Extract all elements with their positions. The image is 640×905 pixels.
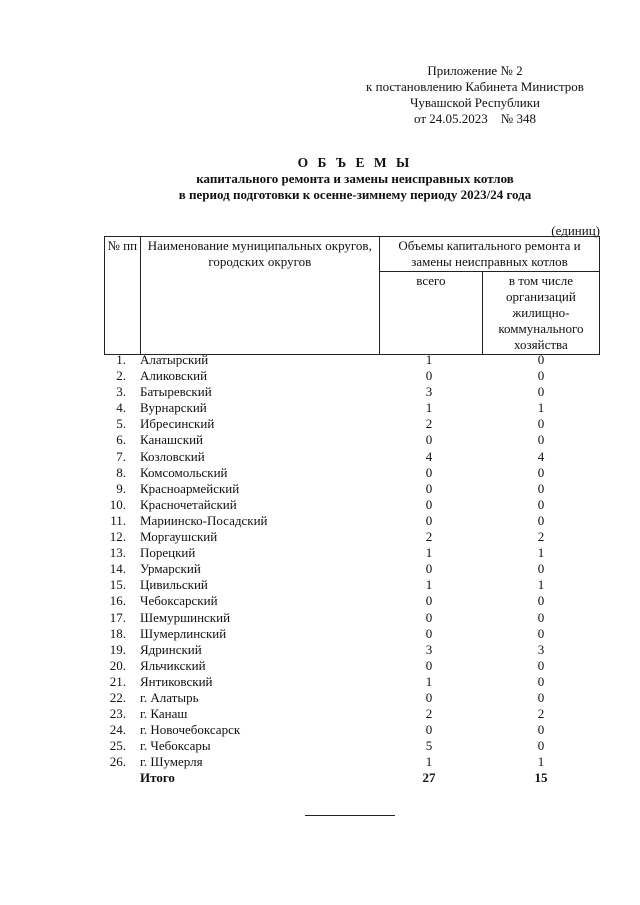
row-name: Алатырский [140,352,209,367]
document-title [0,155,640,203]
row-name: г. Алатырь [140,689,199,705]
header-num: № пп [105,237,141,355]
row-total: 1 [425,577,433,593]
row-total: 0 [425,368,433,384]
row-housing: 0 [537,609,545,625]
row-num: 17. [109,609,126,625]
row-total: 1 [425,352,433,367]
row-housing: 0 [537,416,545,432]
row-num: 9. [116,480,126,496]
row-housing: 0 [537,561,545,577]
row-housing: 2 [537,706,545,722]
row-housing: 0 [537,657,545,673]
totals-label: Итого [140,770,175,786]
table-row [104,416,600,432]
table-row [104,352,600,368]
row-name: Красночетайский [140,496,237,512]
row-num: 15. [109,577,126,593]
appendix-republic: Чувашской Республики [409,95,541,110]
table-row [104,432,600,448]
row-num: 5. [116,416,126,432]
row-name: Янтиковский [140,673,213,689]
row-housing: 0 [537,368,545,384]
appendix-date: от 24.05.2023 № 348 [414,111,536,126]
table-row [104,449,600,465]
table-row [104,400,600,416]
row-name: Канашский [140,432,204,448]
row-total: 0 [425,464,433,480]
row-total: 0 [425,561,433,577]
header-total: всего [379,272,482,355]
row-total: 0 [425,512,433,528]
row-total: 0 [425,625,433,641]
row-name: Порецкий [140,545,196,561]
row-housing: 0 [537,384,545,400]
row-housing: 1 [537,545,545,561]
row-total: 1 [425,400,433,416]
table-row [104,674,600,690]
row-housing: 0 [537,432,545,448]
table-row [104,465,600,481]
table-body [104,352,600,787]
row-total: 3 [425,641,433,657]
row-num: 25. [109,738,126,754]
row-name: Красноармейский [140,480,240,496]
row-num: 21. [109,673,126,689]
table-row [104,754,600,770]
header-group: Объемы капитального ремонта и замены неисправных котлов [379,237,599,272]
row-housing: 0 [537,480,545,496]
row-name: Чебоксарский [140,593,218,609]
row-num: 10. [109,496,126,512]
row-num: 18. [109,625,126,641]
row-name: Ядринский [140,641,202,657]
row-name: г. Шумерля [140,754,203,770]
appendix-number: Приложение № 2 [427,63,523,78]
row-housing: 0 [537,464,545,480]
row-num: 7. [116,448,126,464]
row-total: 2 [425,416,433,432]
row-name: Цивильский [140,577,208,593]
row-housing: 0 [537,738,545,754]
row-num: 3. [116,384,126,400]
table-row [104,513,600,529]
row-housing: 3 [537,641,545,657]
row-num: 6. [116,432,126,448]
row-housing: 0 [537,496,545,512]
row-total: 1 [425,754,433,770]
row-total: 0 [425,593,433,609]
row-num: 20. [109,657,126,673]
row-num: 23. [109,706,126,722]
row-num: 22. [109,689,126,705]
row-num: 26. [109,754,126,770]
row-total: 0 [425,689,433,705]
row-name: Батыревский [140,384,212,400]
row-name: Козловский [140,448,205,464]
row-housing: 0 [537,689,545,705]
row-num: 13. [109,545,126,561]
row-num: 8. [116,464,126,480]
row-total: 0 [425,496,433,512]
row-num: 19. [109,641,126,657]
table-row [104,577,600,593]
table-row [104,706,600,722]
row-name: г. Чебоксары [140,738,211,754]
table-row [104,626,600,642]
row-total: 0 [425,480,433,496]
row-housing: 0 [537,722,545,738]
header-name: Наименование муниципальных округов, городских округов [140,237,379,355]
row-num: 14. [109,561,126,577]
row-housing: 0 [537,593,545,609]
table-row [104,610,600,626]
table-row [104,497,600,513]
row-housing: 0 [537,625,545,641]
row-name: Мариинско-Посадский [140,512,268,528]
row-total: 0 [425,432,433,448]
row-name: Шемуршинский [140,609,231,625]
header-housing: в том числе организаций жилищно-коммунального хозяйства [482,272,599,355]
table-row [104,593,600,609]
row-name: Шумерлинский [140,625,227,641]
row-name: г. Новочебоксарск [140,722,241,738]
row-housing: 1 [537,577,545,593]
table-row [104,384,600,400]
row-name: Урмарский [140,561,201,577]
row-total: 3 [425,384,433,400]
row-total: 0 [425,722,433,738]
row-name: Ибресинский [140,416,215,432]
row-total: 4 [425,448,433,464]
row-num: 16. [109,593,126,609]
row-total: 1 [425,673,433,689]
title-subtitle-1: капитального ремонта и замены неисправных котлов [196,171,514,186]
table-row [104,738,600,754]
row-name: Вурнарский [140,400,207,416]
row-name: г. Канаш [140,706,188,722]
title-main: О Б Ъ Е М Ы [297,155,413,170]
row-num: 24. [109,722,126,738]
appendix-header [330,63,620,127]
table-row [104,545,600,561]
table-row [104,529,600,545]
row-name: Комсомольский [140,464,228,480]
row-num: 1. [116,352,126,367]
totals-row [104,770,600,786]
row-name: Аликовский [140,368,208,384]
table-row [104,368,600,384]
row-total: 5 [425,738,433,754]
bottom-divider [305,815,395,816]
row-name: Яльчикский [140,657,206,673]
row-num: 4. [116,400,126,416]
row-total: 2 [425,706,433,722]
row-total: 2 [425,529,433,545]
units-label: (единиц) [551,223,600,238]
title-subtitle-2: в период подготовки к осенне-зимнему периоду 2023/24 года [178,187,532,202]
table-row [104,658,600,674]
row-housing: 1 [537,754,545,770]
row-total: 1 [425,545,433,561]
row-housing: 1 [537,400,545,416]
row-num: 11. [110,512,126,528]
table-row [104,561,600,577]
table-row [104,481,600,497]
row-total: 0 [425,609,433,625]
totals-total: 27 [422,770,436,786]
row-num: 2. [116,368,126,384]
row-housing: 2 [537,529,545,545]
row-housing: 0 [537,673,545,689]
row-total: 0 [425,657,433,673]
table-row [104,690,600,706]
row-name: Моргаушский [140,529,218,545]
table-row [104,722,600,738]
row-housing: 4 [537,448,545,464]
table-row [104,642,600,658]
row-num: 12. [109,529,126,545]
appendix-resolution: к постановлению Кабинета Министров [366,79,584,94]
table-header [104,236,600,355]
totals-housing: 15 [534,770,548,786]
row-housing: 0 [537,352,545,367]
row-housing: 0 [537,512,545,528]
